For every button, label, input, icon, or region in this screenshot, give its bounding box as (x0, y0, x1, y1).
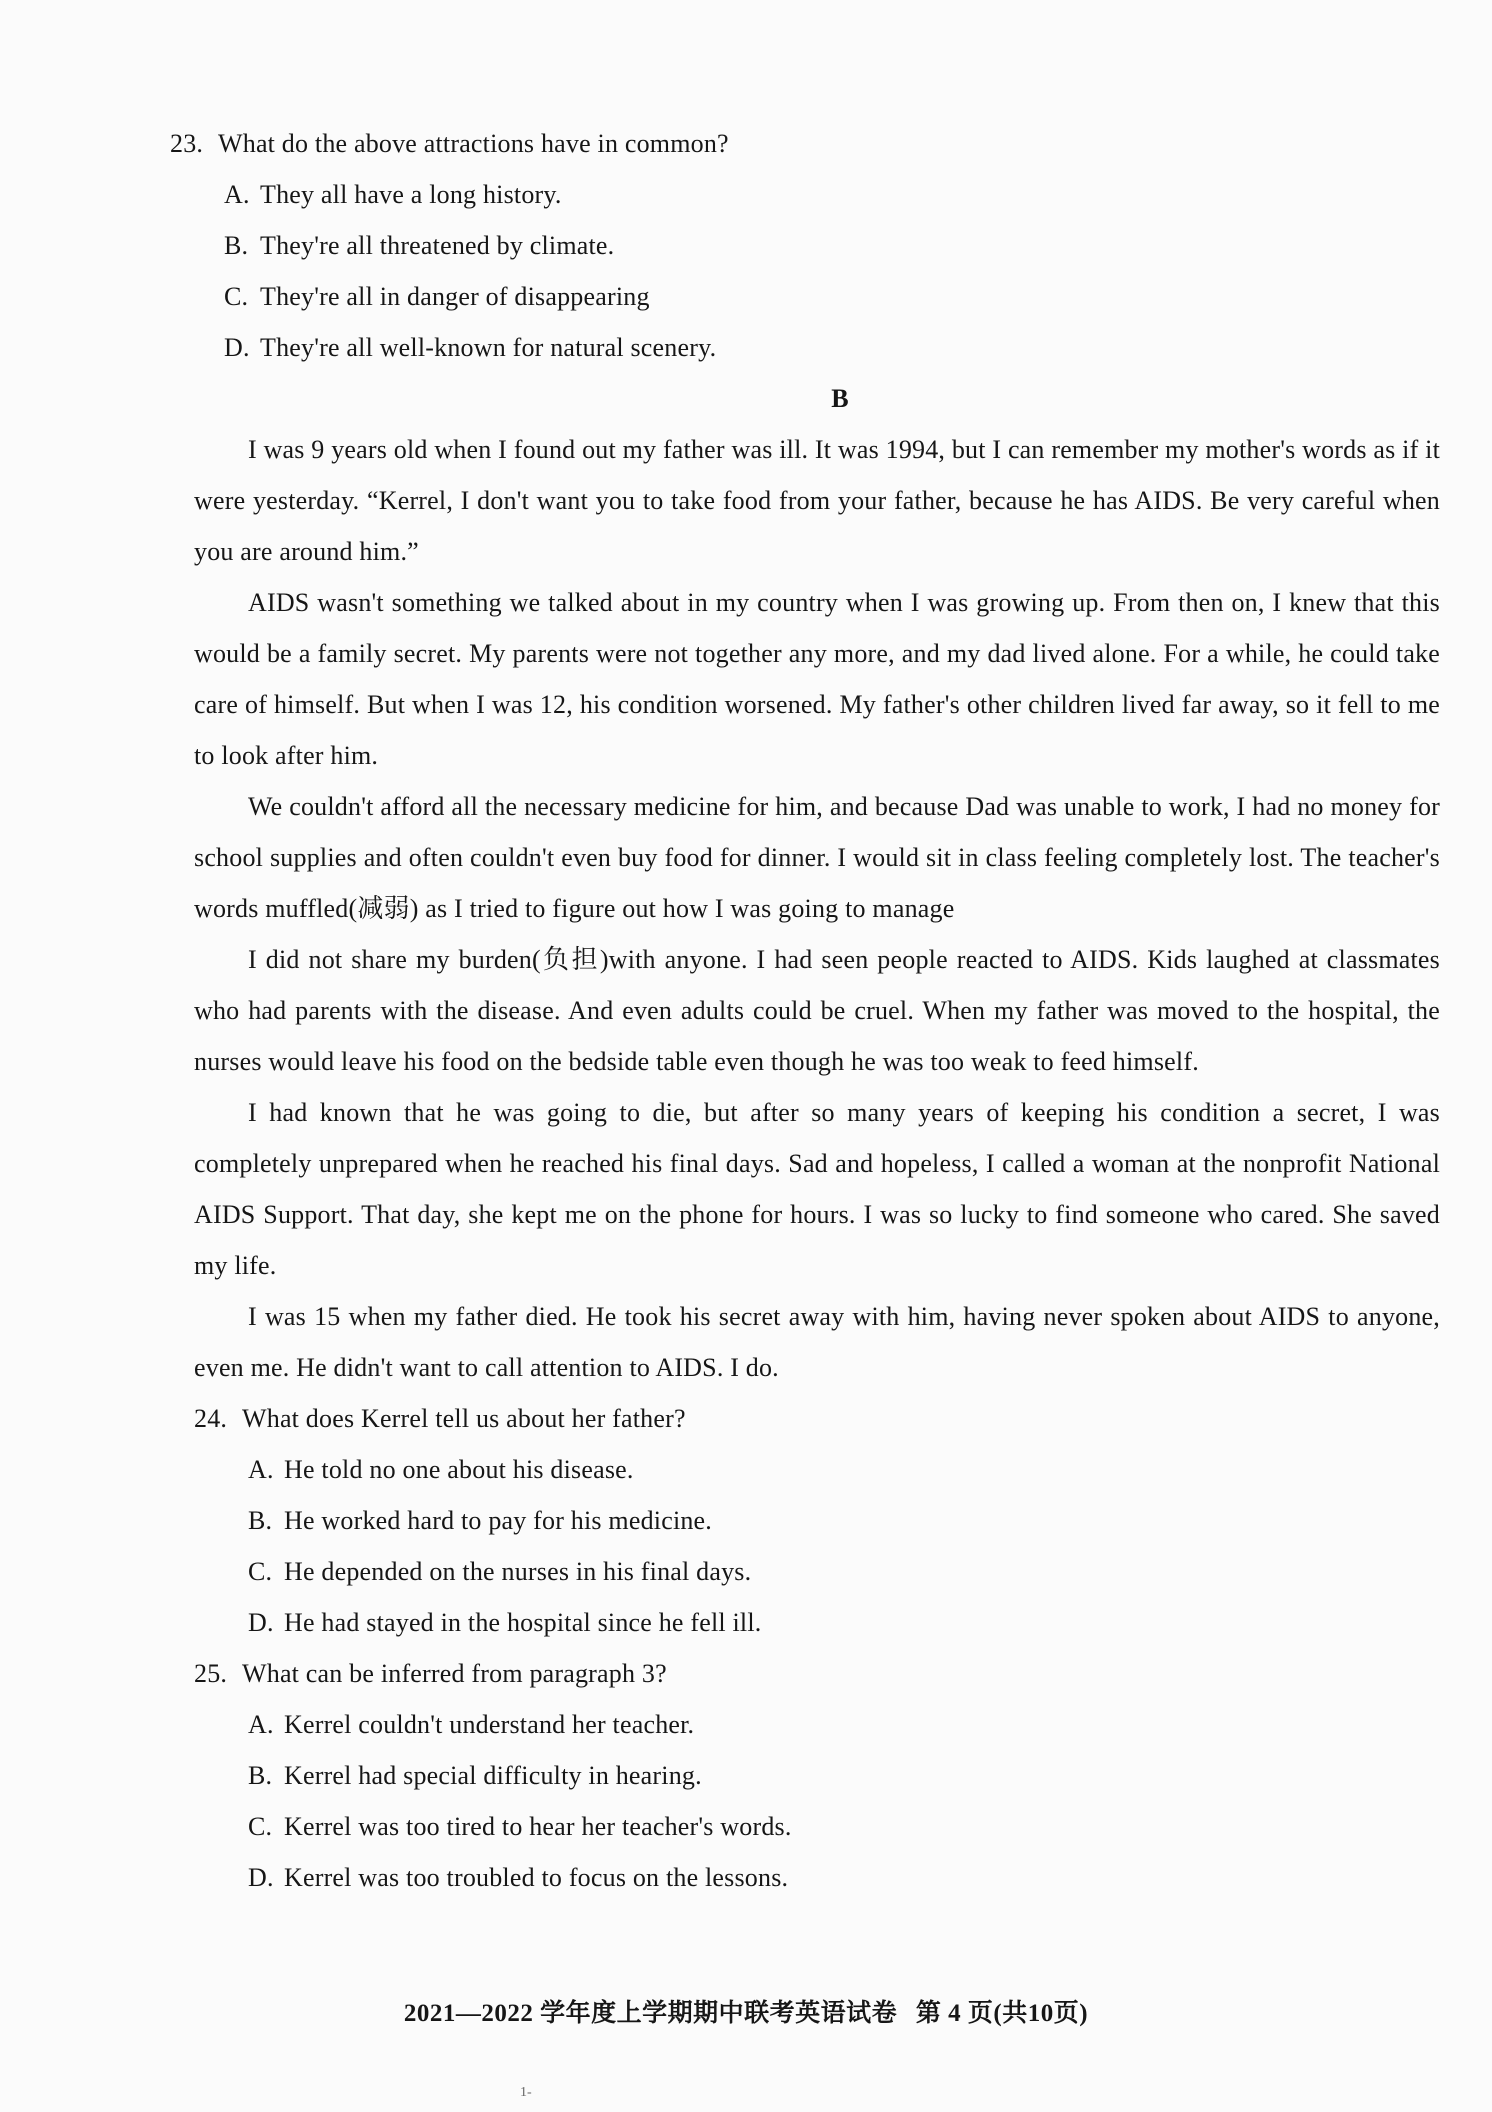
option-c (224, 271, 1450, 322)
question-25-stem (194, 1648, 1450, 1699)
option-text: He depended on the nurses in his final days. (284, 1557, 752, 1586)
question-number: 24. (194, 1404, 228, 1433)
passage-paragraph-3: We couldn't afford all the necessary medicine for him, and because Dad was unable to work, I had no money for school supplies and often couldn't even buy food for dinner. I would sit in class feeling completely lost. The teacher's words muffled(减弱) as I tried to figure out how I was going to manage (194, 792, 1440, 923)
option-a (248, 1699, 1450, 1750)
option-d (224, 322, 1450, 373)
passage-paragraph-5: I had known that he was going to die, but after so many years of keeping his condition a secret, I was completely unprepared when he reached his final days. Sad and hopeless, I called a woman at the nonprofit National AIDS Support. That day, she kept me on the phone for hours. I was so lucky to find someone who cared. She saved my life. (194, 1098, 1440, 1280)
question-24 (194, 1393, 1450, 1648)
option-b (224, 220, 1450, 271)
option-a (224, 169, 1450, 220)
stray-mark: 1- (520, 2085, 532, 2100)
section-b-passage (170, 424, 1450, 1393)
option-letter: D. (224, 333, 250, 362)
question-text: What does Kerrel tell us about her father? (242, 1404, 686, 1433)
option-text: Kerrel was too troubled to focus on the lessons. (284, 1863, 789, 1892)
passage-paragraph-4: I did not share my burden(负担)with anyone. I had seen people reacted to AIDS. Kids laughed at classmates who had parents with the disease. And even adults could be cruel. When my father was moved to the hospital, the nurses would leave his food on the bedside table even though he was too weak to feed himself. (194, 945, 1440, 1076)
option-letter: B. (248, 1506, 273, 1535)
option-text: Kerrel had special difficulty in hearing. (284, 1761, 702, 1790)
option-text: They're all well-known for natural scenery. (260, 333, 717, 362)
option-letter: B. (248, 1761, 273, 1790)
option-letter: C. (224, 282, 249, 311)
exam-content (170, 118, 1450, 1903)
option-text: He told no one about his disease. (284, 1455, 634, 1484)
option-b (248, 1750, 1450, 1801)
question-23-stem (170, 118, 1450, 169)
option-letter: D. (248, 1608, 274, 1637)
option-letter: D. (248, 1863, 274, 1892)
passage-paragraph-6: I was 15 when my father died. He took his secret away with him, having never spoken about AIDS to anyone, even me. He didn't want to call attention to AIDS. I do. (194, 1302, 1440, 1382)
option-d (248, 1597, 1450, 1648)
passage-paragraph-1: I was 9 years old when I found out my father was ill. It was 1994, but I can remember my mother's words as if it were yesterday. “Kerrel, I don't want you to take food from your father, because he has AIDS. Be very careful when you are around him.” (194, 435, 1440, 566)
option-c (248, 1801, 1450, 1852)
question-number: 25. (194, 1659, 228, 1688)
section-b-title: B (831, 384, 849, 413)
option-text: They're all threatened by climate. (260, 231, 615, 260)
question-number: 23. (170, 129, 204, 158)
question-23 (170, 118, 1450, 373)
page-footer (0, 1993, 1492, 2029)
page-number: 第 4 页(共10页) (915, 2000, 1089, 2027)
option-a (248, 1444, 1450, 1495)
option-letter: A. (248, 1455, 274, 1484)
question-text: What do the above attractions have in common? (218, 129, 729, 158)
option-text: He worked hard to pay for his medicine. (284, 1506, 713, 1535)
passage-paragraph-2: AIDS wasn't something we talked about in my country when I was growing up. From then on, I knew that this would be a family secret. My parents were not together any more, and my dad lived alone. For a while, he could take care of himself. But when I was 12, his condition worsened. My father's other children lived far away, so it fell to me to look after him. (194, 588, 1440, 770)
option-letter: C. (248, 1557, 273, 1586)
question-25 (194, 1648, 1450, 1903)
option-text: They're all in danger of disappearing (260, 282, 650, 311)
option-letter: C. (248, 1812, 273, 1841)
question-24-stem (194, 1393, 1450, 1444)
option-text: They all have a long history. (260, 180, 562, 209)
option-text: Kerrel was too tired to hear her teacher's words. (284, 1812, 792, 1841)
option-c (248, 1546, 1450, 1597)
exam-title: 2021—2022 学年度上学期期中联考英语试卷 (403, 2000, 898, 2027)
option-d (248, 1852, 1450, 1903)
option-letter: B. (224, 231, 249, 260)
option-text: He had stayed in the hospital since he fell ill. (284, 1608, 762, 1637)
option-b (248, 1495, 1450, 1546)
option-letter: A. (224, 180, 250, 209)
option-text: Kerrel couldn't understand her teacher. (284, 1710, 695, 1739)
question-text: What can be inferred from paragraph 3? (242, 1659, 667, 1688)
option-letter: A. (248, 1710, 274, 1739)
